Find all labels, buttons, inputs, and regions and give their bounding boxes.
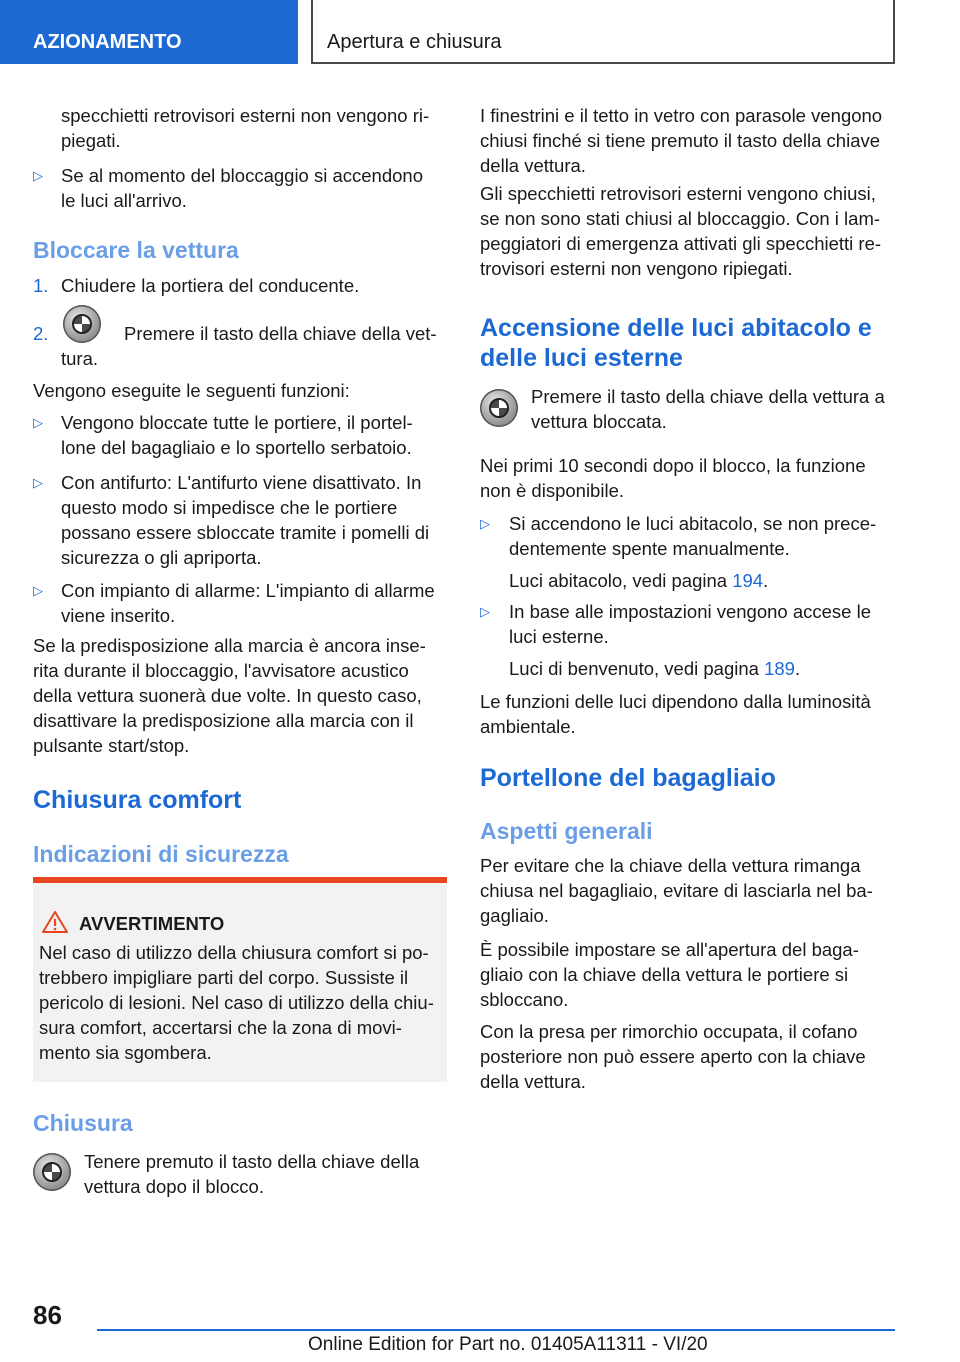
page-link-194[interactable]: 194 [732,570,764,591]
key-button-icon [63,305,101,343]
warning-triangle-icon [42,911,68,933]
cross-reference: Luci abitacolo, vedi pagina 194. [509,570,769,591]
bullet-icon: ▷ [480,604,490,619]
paragraph-mirrors: Gli specchietti retrovisori esterni vengono chiusi, se non sono stati chiusi al bloccaggio. Con i lam- peggiatori di emergenza attivati gli specchietti re- trovisori esterni non vengono ripiegati. [480,183,882,279]
list-item: ▷ Si accendono le luci abitacolo, se non prece- dentemente spente manualmente. Luci abitacolo, vedi pagina 194. [480,511,900,593]
paragraph-drive-readiness: Se la predisposizione alla marcia è ancora inse- rita durante il bloccaggio, l'avvisatore acustico della vettura suonerà due volte. In questo caso, disattivare la predisposizione alla marcia con il pulsante start/stop. [33,635,426,756]
section-heading-comfort: Chiusura comfort [33,786,242,814]
paragraph-ambient: Le funzioni delle luci dipendono dalla luminosità ambientale. [480,691,871,737]
section-heading-tailgate: Portellone del bagagliaio [480,764,776,792]
list-item: ▷ Con antifurto: L'antifurto viene disattivato. In questo modo si impedisce che le portiere possano essere sbloccate tramite i pomelli di sicurezza o gli apriporta. [33,472,430,568]
section-heading-lock: Bloccare la vettura [33,237,239,263]
step-1: 1. Chiudere la portiera del conducente. [33,275,360,296]
lights-instructions: Premere il tasto della chiave della vettura a vettura bloccata. [531,386,885,432]
paragraph-trailer: Con la presa per rimorchio occupata, il cofano posteriore non può essere aperto con la chiave della vettura. [480,1021,866,1092]
paragraph-windows: I finestrini e il tetto in vetro con parasole vengono chiusi finché si tiene premuto il tasto della chiave della vettura. [480,105,883,176]
step-2: 2. Premere il tasto della chiave della vet- tura. [33,323,437,369]
key-button-icon [33,1153,71,1191]
header-chapter-label: Apertura e chiusura [327,31,502,53]
subheading-general: Aspetti generali [480,818,653,844]
paragraph-10-seconds: Nei primi 10 secondi dopo il blocco, la funzione non è disponibile. [480,455,866,501]
header-section-tab [0,0,298,64]
subheading-safety: Indicazioni di sicurezza [33,841,289,867]
bullet-icon: ▷ [33,583,43,598]
list-item: ▷ Se al momento del bloccaggio si accendono le luci all'arrivo. [33,165,424,211]
bullet-icon: ▷ [33,415,43,430]
section-heading-lights: Accensione delle luci abitacolo e delle luci esterne [480,314,872,372]
warning-text: Nel caso di utilizzo della chiusura comfort si po- trebbero impigliare parti del corpo. Sussiste il pericolo di lesioni. Nel caso di utilizzo della chiu- sura comfort, accertarsi che la zona di movi- mento sia sgombera. [39,942,434,1063]
functions-intro: Vengono eseguite le seguenti funzioni: [33,380,350,401]
footer-divider [97,1329,895,1331]
list-item: ▷ Con impianto di allarme: L'impianto di allarme viene inserito. [33,580,435,626]
bullet-icon: ▷ [480,516,490,531]
list-item: ▷ In base alle impostazioni vengono accese le luci esterne. Luci di benvenuto, vedi pagina 189. [480,599,900,681]
footer-edition: Online Edition for Part no. 01405A11311 - VI/20 [308,1334,708,1355]
paragraph-unlock-setting: È possibile impostare se all'apertura del baga- gliaio con la chiave della vettura le portiere si sbloccano. [480,939,859,1010]
paragraph-key-trunk: Per evitare che la chiave della vettura rimanga chiusa nel bagagliaio, evitare di lasciarla nel ba- gagliaio. [480,855,873,926]
cross-reference: Luci di benvenuto, vedi pagina 189. [509,658,801,679]
warning-title: AVVERTIMENTO [79,913,225,934]
subheading-close: Chiusura [33,1110,133,1136]
list-item: ▷ Vengono bloccate tutte le portiere, il portel- lone del bagagliaio e lo sportello serbatoio. [33,412,413,458]
bullet-icon: ▷ [33,475,43,490]
warning-box [33,877,447,1082]
intro-continuation: specchietti retrovisori esterni non vengono ri- piegati. [61,105,430,151]
header-chapter-tab [311,0,895,64]
key-button-icon [480,389,518,427]
page-link-189[interactable]: 189 [764,658,795,679]
close-instructions: Tenere premuto il tasto della chiave della vettura dopo il blocco. [84,1151,420,1197]
bullet-icon: ▷ [33,168,43,183]
page-number: 86 [33,1300,62,1330]
header-section-label: AZIONAMENTO [33,31,182,53]
